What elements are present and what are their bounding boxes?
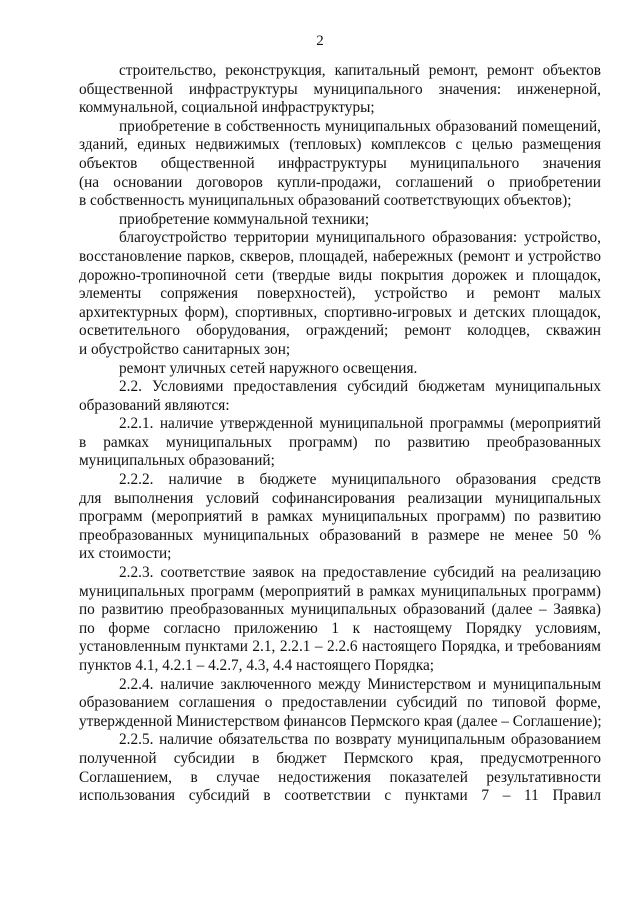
text-line: образований являются:	[79, 396, 230, 414]
text-line: программ (мероприятий в рамках муниципальных программ) по развитию	[79, 508, 601, 526]
text-line: объектов общественной инфраструктуры муниципального значения	[79, 154, 601, 172]
text-line: и обустройство санитарных зон;	[79, 340, 291, 358]
text-line: по развитию преобразованных муниципальных образований (далее – Заявка)	[79, 601, 601, 619]
text-line: 2.2. Условиями предоставления субсидий бюджетам муниципальных	[119, 378, 601, 396]
text-line: общественной инфраструктуры муниципального значения: инженерной,	[79, 80, 601, 98]
text-line: их стоимости;	[79, 545, 172, 563]
text-line: 2.2.4. наличие заключенного между Министерством и муниципальным	[119, 675, 601, 693]
text-line: восстановление парков, скверов, площадей, набережных (ремонт и устройство	[79, 247, 601, 265]
text-line: строительство, реконструкция, капитальный ремонт, ремонт объектов	[119, 62, 601, 79]
text-line: ремонт уличных сетей наружного освещения.	[119, 359, 418, 377]
text-line: по форме согласно приложению 1 к настоящему Порядку условиям,	[79, 619, 601, 637]
text-line: приобретение в собственность муниципальных образований помещений,	[119, 117, 601, 135]
text-line: осветительного оборудования, ограждений; ремонт колодцев, скважин	[79, 322, 601, 340]
text-line: 2.2.5. наличие обязательства по возврату муниципальным образованием	[119, 731, 601, 749]
text-line: 2.2.2. наличие в бюджете муниципального образования средств	[119, 471, 601, 489]
text-line: использования субсидий в соответствии с пунктами 7 – 11 Правил	[79, 787, 601, 805]
text-line: полученной субсидии в бюджет Пермского края, предусмотренного	[79, 749, 601, 767]
text-line: пунктов 4.1, 4.2.1 – 4.2.7, 4.3, 4.4 настоящего Порядка;	[79, 657, 435, 674]
page-number: 2	[316, 33, 324, 49]
text-line: в рамках муниципальных программ) по развитию преобразованных	[79, 433, 601, 451]
text-line: установленным пунктами 2.1, 2.2.1 – 2.2.6 настоящего Порядка, и требованиям	[79, 638, 601, 656]
text-line: в собственность муниципальных образований соответствующих объектов);	[79, 192, 572, 210]
text-line: 2.2.3. соответствие заявок на предоставление субсидий на реализацию	[119, 564, 601, 582]
text-line: элементы сопряжения поверхностей), устройство и ремонт малых	[79, 285, 601, 303]
text-line: утвержденной Министерством финансов Пермского края (далее – Соглашение);	[79, 712, 602, 730]
text-line: для выполнения условий софинансирования реализации муниципальных	[79, 489, 601, 507]
text-line: (на основании договоров купли-продажи, соглашений о приобретении	[79, 173, 601, 191]
text-line: архитектурных форм), спортивных, спортивно-игровых и детских площадок,	[79, 303, 601, 321]
text-line: коммунальной, социальной инфраструктуры;	[79, 99, 375, 117]
document-body	[79, 62, 601, 806]
text-line: муниципальных образований;	[79, 452, 275, 470]
text-line: муниципальных программ (мероприятий в рамках муниципальных программ)	[79, 582, 601, 600]
text-line: преобразованных муниципальных образований в размере не менее 50 %	[79, 526, 601, 544]
text-line: дорожно-тропиночной сети (твердые виды покрытия дорожек и площадок,	[79, 266, 601, 284]
text-line: Соглашением, в случае недостижения показателей результативности	[79, 768, 601, 786]
text-line: зданий, единых недвижимых (тепловых) комплексов с целью размещения	[79, 136, 601, 154]
text-line: 2.2.1. наличие утвержденной муниципальной программы (мероприятий	[119, 415, 601, 433]
text-line: приобретение коммунальной техники;	[119, 210, 370, 228]
text-line: благоустройство территории муниципального образования: устройство,	[119, 229, 601, 247]
text-line: образованием соглашения о предоставлении субсидий по типовой форме,	[79, 694, 601, 712]
